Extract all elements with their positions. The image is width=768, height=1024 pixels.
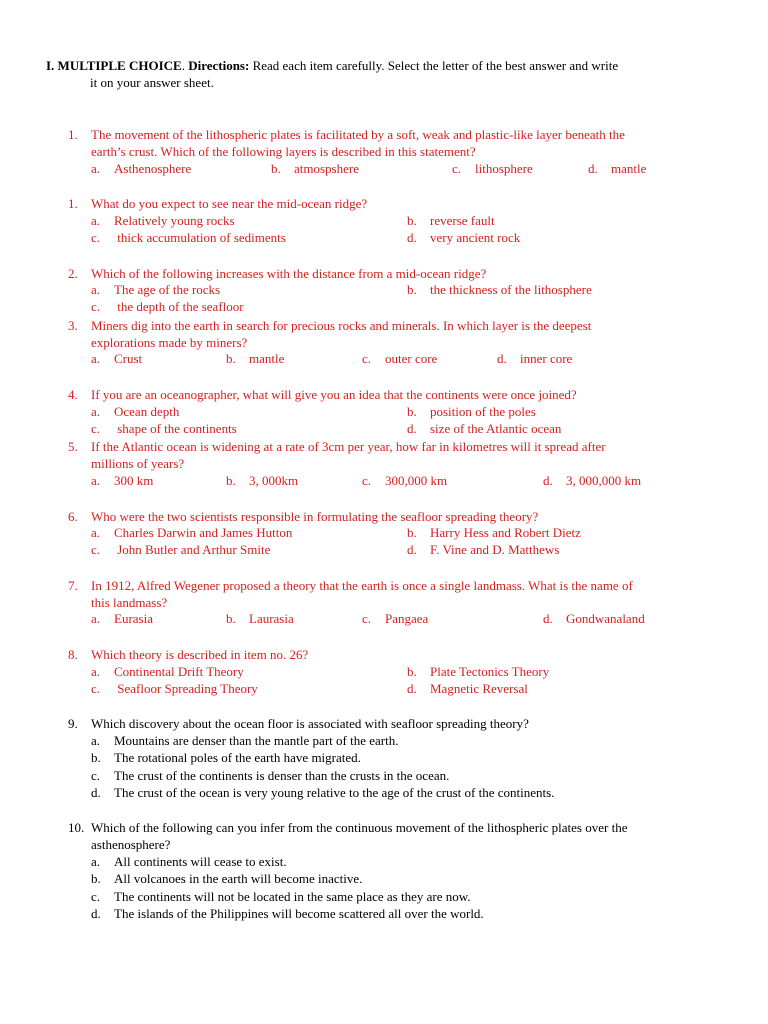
question-stem-line: In 1912, Alfred Wegener proposed a theory that the earth is once a single landmass. What is the name of <box>91 578 633 593</box>
question-stem <box>91 577 723 612</box>
answer-option <box>407 230 520 246</box>
option-text: Charles Darwin and James Hutton <box>114 525 293 540</box>
question-number: 1. <box>68 196 78 211</box>
option-text: Asthenosphere <box>114 161 192 176</box>
question-number: 7. <box>68 578 78 593</box>
option-text: thick accumulation of sediments <box>114 230 286 245</box>
option-letter: c. <box>362 351 372 366</box>
answer-option <box>362 611 428 627</box>
answer-option <box>91 611 153 627</box>
question-stem-line: Which theory is described in item no. 26? <box>91 647 309 662</box>
question-stem <box>91 646 723 663</box>
answer-option <box>91 473 153 489</box>
option-text: Continental Drift Theory <box>114 664 244 679</box>
answer-option <box>543 611 645 627</box>
answer-option <box>91 351 142 367</box>
answer-option <box>407 525 581 541</box>
question-stem-line: If you are an oceanographer, what will give you an idea that the continents were once joined? <box>91 387 577 402</box>
question-number: 6. <box>68 509 78 524</box>
answer-option <box>91 404 179 420</box>
question-stem <box>91 317 723 352</box>
option-letter: a. <box>91 854 101 869</box>
option-text: Mountains are denser than the mantle part of the earth. <box>114 733 399 748</box>
option-letter: a. <box>91 664 101 679</box>
question-stem-line: asthenosphere? <box>91 837 171 853</box>
question-stem-line: earth’s crust. Which of the following layers is described in this statement? <box>91 144 476 160</box>
option-text: reverse fault <box>430 213 495 228</box>
option-letter: a. <box>91 611 101 626</box>
question-stem-line: The movement of the lithospheric plates is facilitated by a soft, weak and plastic-like layer beneath the <box>91 127 625 142</box>
option-letter: b. <box>226 611 236 626</box>
answer-option <box>91 282 220 298</box>
option-text: Laurasia <box>249 611 294 626</box>
option-letter: b. <box>226 473 236 488</box>
question-stem-line: explorations made by miners? <box>91 335 248 351</box>
answer-option <box>362 473 447 489</box>
option-text: 300 km <box>114 473 154 488</box>
directions-label: Directions: <box>188 58 250 73</box>
option-text: All continents will cease to exist. <box>114 854 287 869</box>
answer-option <box>91 733 398 749</box>
option-letter: c. <box>91 230 101 245</box>
answer-option <box>91 854 287 870</box>
option-text: 3, 000,000 km <box>566 473 642 488</box>
answer-option <box>407 282 592 298</box>
option-text: The crust of the ocean is very young relative to the age of the crust of the continents. <box>114 785 555 800</box>
option-letter: b. <box>91 871 101 886</box>
answer-option <box>362 351 437 367</box>
option-letter: b. <box>407 664 417 679</box>
option-letter: b. <box>407 404 417 419</box>
option-letter: d. <box>588 161 598 176</box>
option-letter: c. <box>91 542 101 557</box>
question-stem <box>91 715 723 732</box>
answer-option <box>91 750 361 766</box>
option-text: F. Vine and D. Matthews <box>430 542 560 557</box>
answer-option <box>543 473 641 489</box>
option-letter: c. <box>91 768 101 783</box>
answer-option <box>91 542 270 558</box>
answer-option <box>407 213 495 229</box>
option-text: mantle <box>611 161 647 176</box>
option-letter: c. <box>91 889 101 904</box>
option-text: lithosphere <box>475 161 533 176</box>
option-letter: d. <box>407 421 417 436</box>
answer-option <box>407 404 536 420</box>
option-text: All volcanoes in the earth will become inactive. <box>114 871 363 886</box>
question-stem-line: millions of years? <box>91 456 185 472</box>
option-text: The islands of the Philippines will become scattered all over the world. <box>114 906 484 921</box>
option-text: The continents will not be located in the same place as they are now. <box>114 889 471 904</box>
section-header: I. MULTIPLE CHOICE. Directions: Read each item carefully. Select the letter of the best answer and write it on your answer sheet. <box>46 57 726 91</box>
question-stem-line: Who were the two scientists responsible in formulating the seafloor spreading theory? <box>91 509 539 524</box>
option-letter: c. <box>362 611 372 626</box>
option-text: The age of the rocks <box>114 282 221 297</box>
option-text: Plate Tectonics Theory <box>430 664 550 679</box>
question-stem <box>91 508 723 525</box>
option-letter: a. <box>91 525 101 540</box>
answer-option <box>226 473 298 489</box>
answer-option <box>588 161 646 177</box>
question-stem <box>91 195 723 212</box>
option-text: position of the poles <box>430 404 536 419</box>
option-text: Magnetic Reversal <box>430 681 528 696</box>
option-letter: a. <box>91 213 101 228</box>
option-text: mantle <box>249 351 285 366</box>
option-letter: d. <box>407 542 417 557</box>
option-text: Relatively young rocks <box>114 213 235 228</box>
option-letter: d. <box>407 681 417 696</box>
option-letter: a. <box>91 733 101 748</box>
question-stem-line: Which of the following increases with the distance from a mid-ocean ridge? <box>91 266 487 281</box>
option-letter: c. <box>452 161 462 176</box>
option-letter: d. <box>91 785 101 800</box>
option-letter: b. <box>226 351 236 366</box>
question-stem-line: If the Atlantic ocean is widening at a rate of 3cm per year, how far in kilometres will it spread after <box>91 439 606 454</box>
answer-option <box>91 213 235 229</box>
option-letter: a. <box>91 404 101 419</box>
question-number: 2. <box>68 266 78 281</box>
option-letter: d. <box>407 230 417 245</box>
option-text: outer core <box>385 351 438 366</box>
question-stem <box>91 126 723 161</box>
answer-option <box>91 230 286 246</box>
option-text: John Butler and Arthur Smite <box>114 542 271 557</box>
answer-option <box>226 351 284 367</box>
option-text: The rotational poles of the earth have migrated. <box>114 750 361 765</box>
option-letter: c. <box>91 299 101 314</box>
option-text: Harry Hess and Robert Dietz <box>430 525 581 540</box>
option-text: 3, 000km <box>249 473 299 488</box>
answer-option <box>497 351 572 367</box>
question-number: 10. <box>68 820 85 835</box>
directions-text-1: Read each item carefully. Select the letter of the best answer and write <box>252 58 619 73</box>
answer-option <box>91 421 237 437</box>
option-text: Seafloor Spreading Theory <box>114 681 258 696</box>
option-text: Ocean depth <box>114 404 180 419</box>
option-letter: c. <box>91 681 101 696</box>
question-number: 1. <box>68 127 78 142</box>
option-text: size of the Atlantic ocean <box>430 421 562 436</box>
option-letter: b. <box>271 161 281 176</box>
answer-option <box>91 785 554 801</box>
question-stem <box>91 819 723 854</box>
option-letter: a. <box>91 282 101 297</box>
option-text: the depth of the seafloor <box>114 299 244 314</box>
answer-option <box>452 161 533 177</box>
option-text: Gondwanaland <box>566 611 645 626</box>
option-text: Pangaea <box>385 611 429 626</box>
answer-option <box>91 906 484 922</box>
option-letter: b. <box>407 525 417 540</box>
question-number: 8. <box>68 647 78 662</box>
section-title: I. MULTIPLE CHOICE <box>46 58 182 73</box>
question-stem-line: Which of the following can you infer from the continuous movement of the lithospheric plates over the <box>91 820 628 835</box>
answer-option <box>91 768 449 784</box>
answer-option <box>91 525 292 541</box>
option-letter: a. <box>91 161 101 176</box>
question-number: 4. <box>68 387 78 402</box>
option-letter: d. <box>543 473 553 488</box>
option-letter: a. <box>91 351 101 366</box>
option-letter: c. <box>91 421 101 436</box>
answer-option <box>91 299 244 315</box>
answer-option <box>407 681 528 697</box>
question-number: 9. <box>68 716 78 731</box>
answer-option <box>226 611 294 627</box>
option-text: atmospshere <box>294 161 359 176</box>
answer-option <box>91 664 244 680</box>
question-stem-line: this landmass? <box>91 595 168 611</box>
answer-option <box>91 871 362 887</box>
option-letter: d. <box>91 906 101 921</box>
option-text: shape of the continents <box>114 421 237 436</box>
question-stem <box>91 386 723 403</box>
question-number: 3. <box>68 318 78 333</box>
answer-option <box>407 542 559 558</box>
question-stem <box>91 438 723 473</box>
question-stem <box>91 265 723 282</box>
answer-option <box>91 161 191 177</box>
option-text: Crust <box>114 351 143 366</box>
question-number: 5. <box>68 439 78 454</box>
directions-text-2: it on your answer sheet. <box>90 75 214 90</box>
option-text: Eurasia <box>114 611 153 626</box>
option-letter: b. <box>407 213 417 228</box>
answer-option <box>271 161 359 177</box>
question-stem-line: Which discovery about the ocean floor is associated with seafloor spreading theory? <box>91 716 529 731</box>
question-stem-line: What do you expect to see near the mid-ocean ridge? <box>91 196 368 211</box>
option-letter: b. <box>91 750 101 765</box>
option-text: 300,000 km <box>385 473 448 488</box>
option-text: the thickness of the lithosphere <box>430 282 592 297</box>
option-letter: b. <box>407 282 417 297</box>
answer-option <box>407 421 561 437</box>
option-text: very ancient rock <box>430 230 521 245</box>
option-text: The crust of the continents is denser than the crusts in the ocean. <box>114 768 450 783</box>
option-letter: c. <box>362 473 372 488</box>
option-letter: a. <box>91 473 101 488</box>
answer-option <box>91 889 471 905</box>
option-letter: d. <box>497 351 507 366</box>
answer-option <box>91 681 258 697</box>
option-letter: d. <box>543 611 553 626</box>
answer-option <box>407 664 549 680</box>
option-text: inner core <box>520 351 573 366</box>
question-stem-line: Miners dig into the earth in search for precious rocks and minerals. In which layer is the deepest <box>91 318 592 333</box>
